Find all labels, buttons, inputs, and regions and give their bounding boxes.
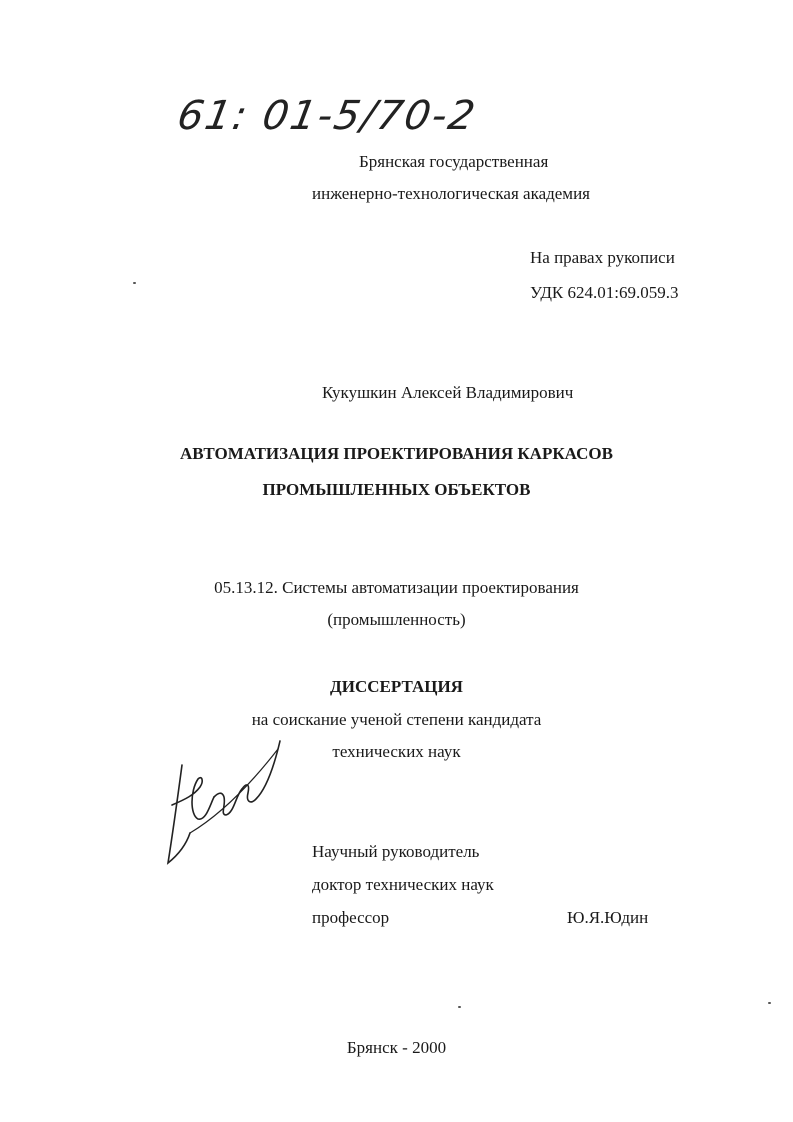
author-name: Кукушкин Алексей Владимирович bbox=[322, 383, 574, 402]
dissertation-heading: ДИССЕРТАЦИЯ bbox=[330, 677, 463, 696]
supervisor-role: Научный руководитель bbox=[312, 842, 480, 861]
udk-code: УДК 624.01:69.059.3 bbox=[530, 283, 679, 302]
specialty-line-1: 05.13.12. Системы автоматизации проектирования bbox=[214, 578, 579, 597]
institution-line-2: инженерно-технологическая академия bbox=[312, 184, 590, 203]
specialty-line-2: (промышленность) bbox=[327, 610, 466, 629]
handwritten-signature bbox=[160, 735, 290, 875]
degree-line-2: технических наук bbox=[332, 742, 461, 761]
degree-line-1: на соискание ученой степени кандидата bbox=[251, 710, 542, 729]
title-line-1: АВТОМАТИЗАЦИЯ ПРОЕКТИРОВАНИЯ КАРКАСОВ bbox=[180, 444, 613, 463]
handwritten-archive-code: 61: 01-5/70-2 bbox=[173, 93, 481, 139]
city-year: Брянск - 2000 bbox=[346, 1038, 447, 1057]
supervisor-title: профессор bbox=[312, 908, 390, 927]
supervisor-degree: доктор технических наук bbox=[312, 875, 494, 894]
title-line-2: ПРОМЫШЛЕННЫХ ОБЪЕКТОВ bbox=[262, 480, 531, 499]
manuscript-rights: На правах рукописи bbox=[530, 248, 675, 267]
scan-speck bbox=[133, 282, 136, 284]
scan-speck bbox=[458, 1006, 461, 1008]
institution-line-1: Брянская государственная bbox=[359, 152, 549, 171]
scan-speck bbox=[768, 1002, 771, 1004]
supervisor-name: Ю.Я.Юдин bbox=[567, 908, 649, 927]
